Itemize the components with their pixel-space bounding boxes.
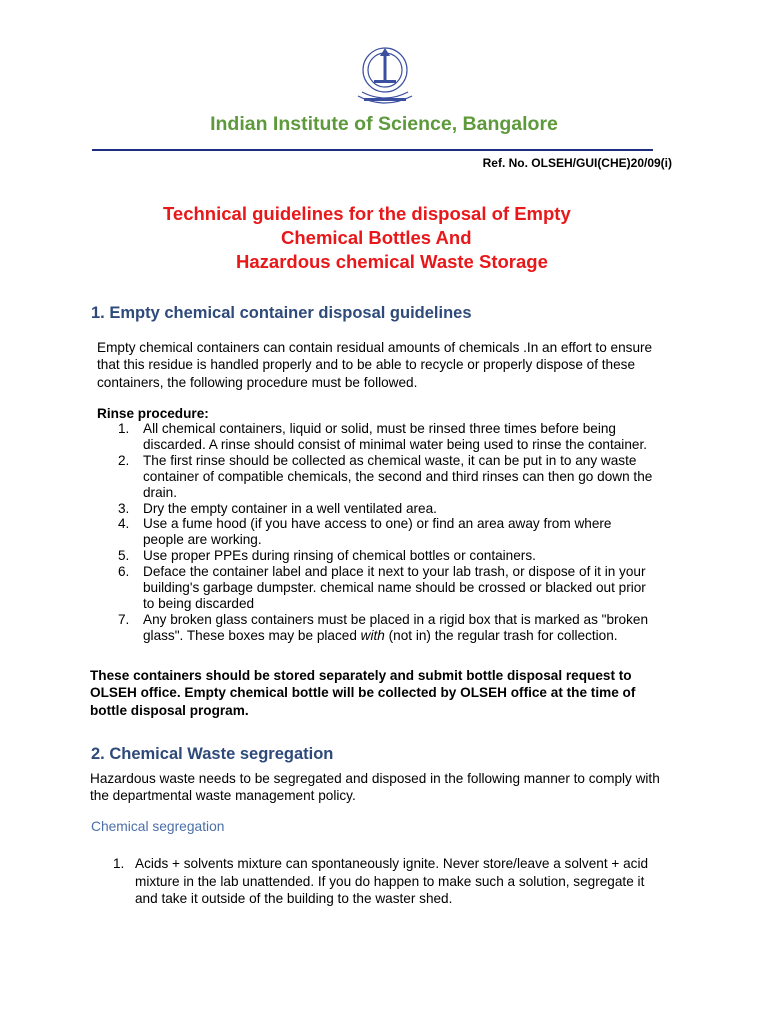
reference-number: Ref. No. OLSEH/GUI(CHE)20/09(i) [482,156,672,170]
list-item-number: 4. [118,516,130,532]
list-item [97,516,652,548]
segregation-list [90,855,678,908]
rinse-steps-list [97,421,652,644]
section-1-intro-line: containers, the following procedure must be followed. [97,374,418,390]
list-item [97,421,652,453]
section-2-intro-line: the departmental waste management policy. [90,788,356,804]
list-item-line: people are working. [143,532,262,548]
list-item-number: 1. [113,856,125,871]
note-line: bottle disposal program. [90,702,249,718]
section-2-intro-line: Hazardous waste needs to be segregated and disposed in the following manner to comply with [90,771,660,786]
list-item-number: 5. [118,548,130,564]
list-item-line: Deface the container label and place it next to your lab trash, or dispose of it in your [143,564,646,580]
list-item-number: 7. [118,611,130,627]
list-item-line: Use a fume hood (if you have access to one) or find an area away from where [143,516,612,532]
list-item-line: Dry the empty container in a well ventilated area. [143,500,437,516]
section-1-heading: 1. Empty chemical container disposal guidelines [91,304,472,322]
list-item-line: All chemical containers, liquid or solid, must be rinsed three times before being [143,421,616,436]
list-item-line: Any broken glass containers must be placed in a rigid box that is marked as "broken [143,611,649,627]
list-item-text: glass". These boxes may be placed [143,627,361,643]
header-divider [92,149,653,151]
disposal-request-note [90,667,635,719]
section-1-intro-line: Empty chemical containers can contain residual amounts of chemicals .In an effort to ensure [97,340,653,355]
list-item-emphasis: with [360,627,385,643]
list-item [90,855,678,908]
section-1-intro-line: that this residue is handled properly and to be able to recycle or properly dispose of these [97,357,636,373]
document-title-line-1: Technical guidelines for the disposal of Empty [163,203,571,224]
rinse-procedure-heading: Rinse procedure: [97,406,209,421]
institute-name: Indian Institute of Science, Bangalore [210,113,558,135]
list-item-line: drain. [143,484,178,500]
chemical-segregation-subheading: Chemical segregation [91,819,225,834]
list-item-line: and take it outside of the building to the waster shed. [135,891,453,906]
list-item-line: to being discarded [143,595,255,611]
list-item-number: 3. [118,500,130,516]
list-item-line [143,628,652,644]
list-item-text: (not in) the regular trash for collection. [384,627,618,643]
list-item [97,453,652,501]
section-2-intro [90,770,660,805]
list-item [97,564,652,612]
section-2-heading: 2. Chemical Waste segregation [91,745,334,763]
list-item-line: Acids + solvents mixture can spontaneously ignite. Never store/leave a solvent + acid [135,856,649,871]
list-item-number: 1. [118,421,130,436]
list-item-number: 6. [118,564,130,580]
list-item-line: The first rinse should be collected as chemical waste, it can be put in to any waste [143,452,637,468]
list-item-number: 2. [118,452,130,468]
document-title-line-3: Hazardous chemical Waste Storage [236,251,548,272]
list-item-line: discarded. A rinse should consist of minimal water being used to rinse the container. [143,436,648,452]
list-item-line: container of compatible chemicals, the second and third rinses can then go down the [143,468,653,484]
list-item [97,548,652,564]
note-line: These containers should be stored separately and submit bottle disposal request to [90,668,632,683]
institute-logo [350,40,420,108]
list-item [97,612,652,644]
list-item [97,501,652,517]
note-line: OLSEH office. Empty chemical bottle will be collected by OLSEH office at the time of [90,685,636,701]
list-item-line: building's garbage dumpster. chemical name should be crossed or blacked out prior [143,580,646,596]
list-item-line: mixture in the lab unattended. If you do happen to make such a solution, segregate it [135,873,645,889]
document-title-line-2: Chemical Bottles And [281,227,472,248]
section-1-intro [97,339,652,391]
list-item-line: Use proper PPEs during rinsing of chemical bottles or containers. [143,548,536,564]
